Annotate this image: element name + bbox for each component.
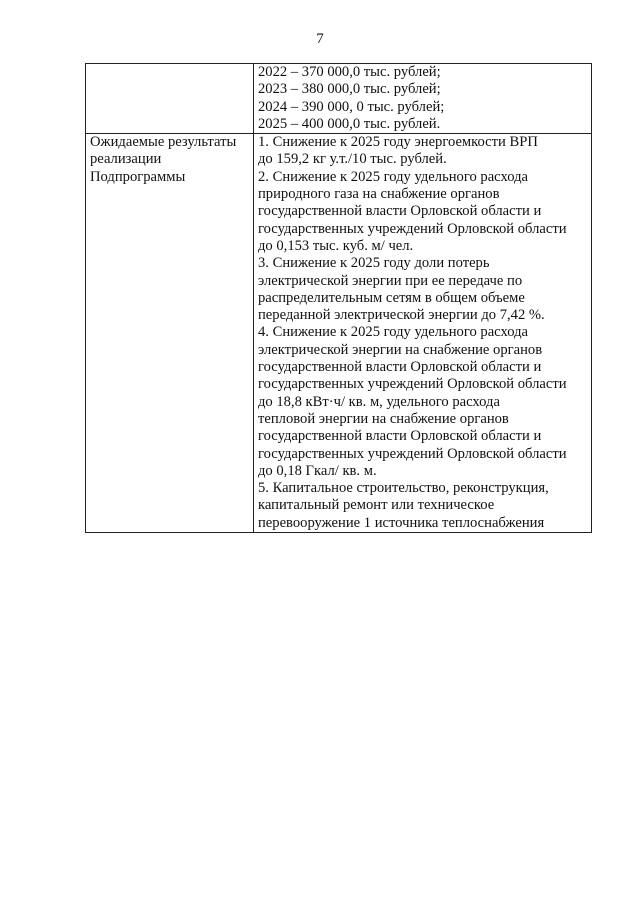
result-line: государственных учреждений Орловской области (258, 445, 567, 462)
result-line: до 159,2 кг у.т./10 тыс. рублей. (258, 151, 447, 168)
result-line: перевооружение 1 источника теплоснабжения (258, 514, 545, 531)
expected-results-label-cell (86, 134, 254, 533)
page-number: 7 (316, 31, 324, 47)
funding-year-2023: 2023 – 380 000,0 тыс. рублей; (258, 81, 441, 98)
funding-by-year-cell (254, 64, 592, 134)
result-line: государственных учреждений Орловской области (258, 376, 567, 393)
result-line: до 0,18 Гкал/ кв. м. (258, 462, 377, 479)
label-line: реализации (90, 151, 162, 168)
funding-year-2024: 2024 – 390 000, 0 тыс. рублей; (258, 98, 445, 115)
label-line: Подпрограммы (90, 168, 186, 185)
result-line: переданной электрической энергии до 7,42 %. (258, 307, 545, 324)
result-line: государственной власти Орловской области и (258, 359, 542, 376)
result-line: распределительным сетям в общем объеме (258, 289, 525, 306)
result-line: 2. Снижение к 2025 году удельного расхода (258, 168, 528, 185)
result-line: государственной власти Орловской области и (258, 203, 542, 220)
table-row-funding (86, 64, 592, 134)
result-line: до 18,8 кВт·ч/ кв. м, удельного расхода (258, 393, 500, 410)
label-line: Ожидаемые результаты (90, 134, 237, 151)
result-line: государственных учреждений Орловской области (258, 220, 567, 237)
result-line: тепловой энергии на снабжение органов (258, 410, 509, 427)
funding-year-2025: 2025 – 400 000,0 тыс. рублей. (258, 115, 441, 132)
result-line: до 0,153 тыс. куб. м/ чел. (258, 237, 414, 254)
row-label-cell (86, 64, 254, 134)
expected-results-cell (254, 134, 592, 533)
subprogram-passport-table (85, 63, 592, 533)
result-line: электрической энергии на снабжение органов (258, 341, 543, 358)
funding-year-2022: 2022 – 370 000,0 тыс. рублей; (258, 64, 441, 80)
result-line: государственной власти Орловской области и (258, 428, 542, 445)
result-line: 4. Снижение к 2025 году удельного расхода (258, 324, 528, 341)
result-line: электрической энергии при ее передаче по (258, 272, 523, 289)
result-line: 3. Снижение к 2025 году доли потерь (258, 255, 490, 272)
result-line: 5. Капитальное строительство, реконструкция, (258, 480, 549, 497)
result-line: 1. Снижение к 2025 году энергоемкости ВРП (258, 134, 538, 151)
result-line: природного газа на снабжение органов (258, 186, 500, 203)
result-line: капитальный ремонт или техническое (258, 497, 495, 514)
table-row-expected-results (86, 134, 592, 533)
